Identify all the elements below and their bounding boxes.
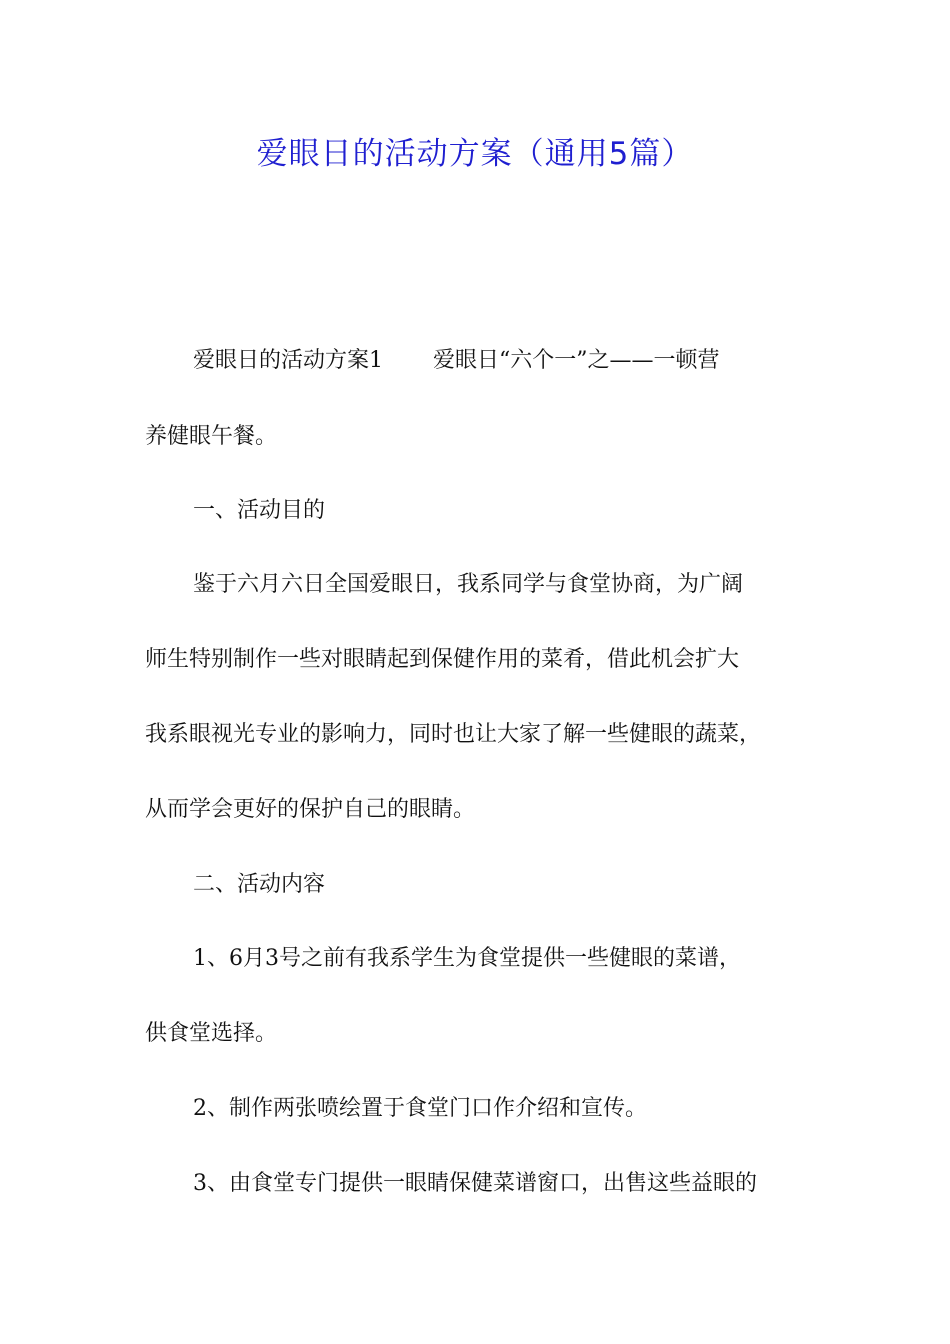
list-item-line: 2、制作两张喷绘置于食堂门口作介绍和宣传。 (193, 1096, 647, 1121)
document-title: 爱眼日的活动方案（通用5篇） (256, 136, 694, 172)
intro-continuation: 养健眼午餐。 (145, 424, 278, 449)
section-heading-content: 二、活动内容 (193, 872, 326, 897)
paragraph-line: 鉴于六月六日全国爱眼日，我系同学与食堂协商，为广阔 (193, 572, 744, 597)
paragraph-line: 我系眼视光专业的影响力，同时也让大家了解一些健眼的蔬菜， (145, 722, 762, 747)
list-item-line: 1、6月3号之前有我系学生为食堂提供一些健眼的菜谱， (193, 946, 741, 971)
paragraph-line: 从而学会更好的保护自己的眼睛。 (145, 797, 476, 822)
intro-line (193, 346, 883, 376)
list-item-line: 3、由食堂专门提供一眼睛保健菜谱窗口，出售这些益眼的 (193, 1171, 757, 1196)
intro-heading: 爱眼日的活动方案1 (193, 348, 383, 373)
paragraph-line: 师生特别制作一些对眼睛起到保健作用的菜肴，借此机会扩大 (145, 647, 740, 672)
intro-subject: 爱眼日“六个一”之——一顿营 (433, 348, 720, 373)
list-item-line: 供食堂选择。 (145, 1021, 278, 1046)
section-heading-purpose: 一、活动目的 (193, 498, 326, 523)
